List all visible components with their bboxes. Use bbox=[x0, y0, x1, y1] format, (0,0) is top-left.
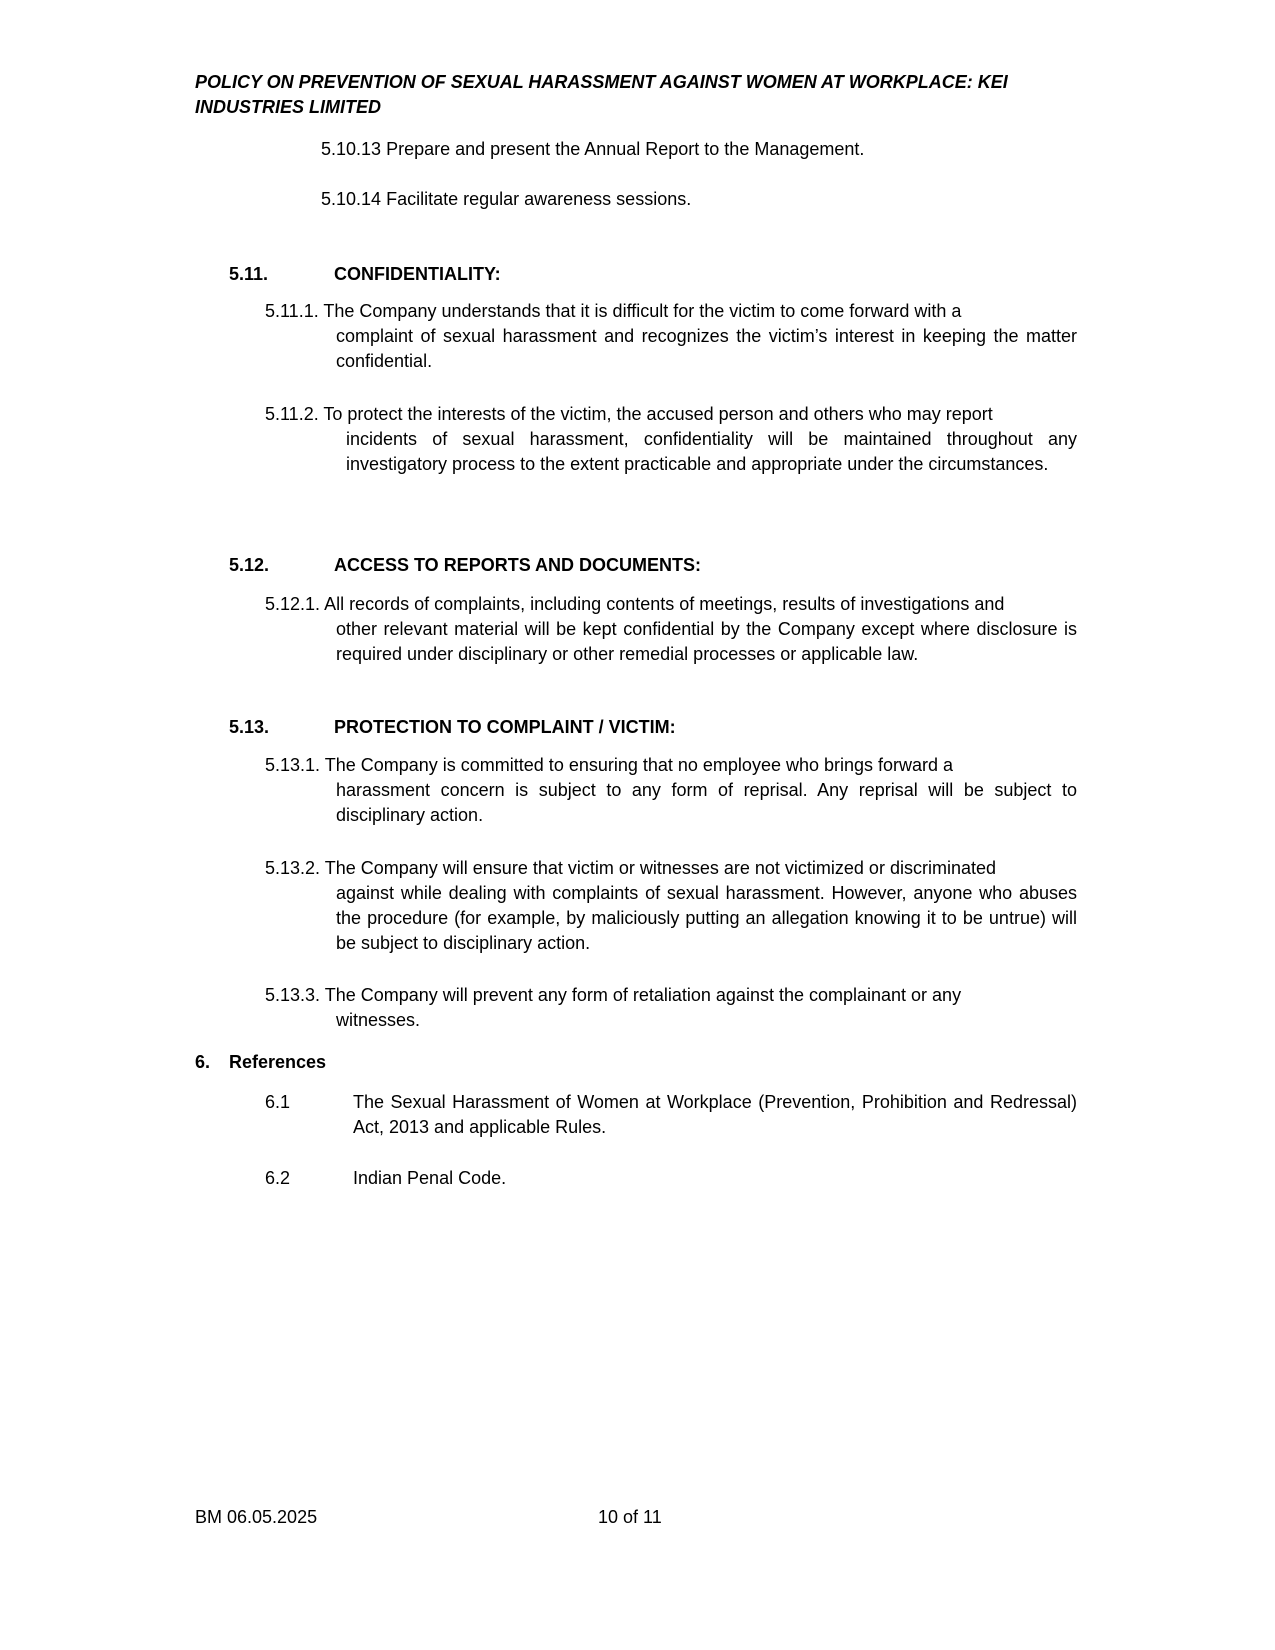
item-number: 5.13.1. bbox=[265, 755, 321, 775]
section-title: CONFIDENTIALITY: bbox=[334, 264, 501, 284]
reference-number: 6.1 bbox=[265, 1092, 291, 1112]
section-number: 5.11. bbox=[229, 264, 269, 284]
item-text-rest: witnesses. bbox=[336, 1010, 421, 1030]
item-number: 5.13.2. bbox=[265, 858, 321, 878]
item-number: 5.12.1. bbox=[265, 594, 321, 614]
reference-text: Indian Penal Code. bbox=[353, 1168, 507, 1188]
section-number: 5.13. bbox=[229, 717, 270, 737]
item-text: Prepare and present the Annual Report to the Management. bbox=[386, 139, 865, 159]
item-text-first: To protect the interests of the victim, the accused person and others who may report bbox=[323, 404, 993, 424]
section-number: 6. bbox=[195, 1052, 211, 1072]
item-number: 5.11.2. bbox=[265, 404, 319, 424]
item-text-first: The Company is committed to ensuring that no employee who brings forward a bbox=[324, 755, 954, 775]
item-text-rest: complaint of sexual harassment and recognizes the victim’s interest in keeping the matter confidential. bbox=[336, 326, 1077, 371]
item-number: 5.10.14 bbox=[321, 189, 382, 209]
item-5-10-13 bbox=[321, 137, 864, 162]
item-number: 5.13.3. bbox=[265, 985, 321, 1005]
section-title: References bbox=[229, 1052, 327, 1072]
item-text-first: The Company will ensure that victim or witnesses are not victimized or discriminated bbox=[324, 858, 996, 878]
item-5-13-2 bbox=[265, 856, 1077, 956]
item-5-13-1 bbox=[265, 753, 1077, 828]
section-title: PROTECTION TO COMPLAINT / VICTIM: bbox=[334, 717, 676, 737]
reference-number: 6.2 bbox=[265, 1168, 291, 1188]
item-5-11-2 bbox=[265, 402, 1077, 477]
item-5-11-1 bbox=[265, 299, 1077, 374]
item-text: Facilitate regular awareness sessions. bbox=[386, 189, 692, 209]
section-number: 5.12. bbox=[229, 555, 270, 575]
section-title: ACCESS TO REPORTS AND DOCUMENTS: bbox=[334, 555, 702, 575]
document-header-title: POLICY ON PREVENTION OF SEXUAL HARASSMENT AGAINST WOMEN AT WORKPLACE: KEI INDUSTRIES LIMITED bbox=[195, 72, 1008, 117]
item-5-12-1 bbox=[265, 592, 1077, 667]
item-5-13-3 bbox=[265, 983, 1077, 1033]
item-text-first: The Company understands that it is difficult for the victim to come forward with a bbox=[323, 301, 962, 321]
item-text-rest: other relevant material will be kept confidential by the Company except where disclosure is required under disciplinary or other remedial processes or applicable law. bbox=[336, 619, 1077, 664]
item-text-first: All records of complaints, including contents of meetings, results of investigations and bbox=[324, 594, 1005, 614]
item-text-first: The Company will prevent any form of retaliation against the complainant or any bbox=[324, 985, 962, 1005]
footer-page-number: 10 of 11 bbox=[598, 1507, 662, 1527]
item-text-rest: against while dealing with complaints of sexual harassment. However, anyone who abuses the procedure (for example, by maliciously putting an allegation knowing it to be untrue) will be subject to disciplinary action. bbox=[336, 883, 1077, 953]
item-text-rest: harassment concern is subject to any form of reprisal. Any reprisal will be subject to disciplinary action. bbox=[336, 780, 1077, 825]
item-text-rest: incidents of sexual harassment, confidentiality will be maintained throughout any investigatory process to the extent practicable and appropriate under the circumstances. bbox=[346, 429, 1077, 474]
reference-item-6-2 bbox=[265, 1166, 1077, 1191]
footer-date: BM 06.05.2025 bbox=[195, 1507, 318, 1527]
reference-item-6-1 bbox=[265, 1090, 1077, 1140]
item-5-10-14 bbox=[321, 187, 691, 212]
item-number: 5.10.13 bbox=[321, 139, 382, 159]
item-number: 5.11.1. bbox=[265, 301, 319, 321]
reference-text: The Sexual Harassment of Women at Workplace (Prevention, Prohibition and Redressal) Act, 2013 and applicable Rules. bbox=[353, 1092, 1077, 1137]
